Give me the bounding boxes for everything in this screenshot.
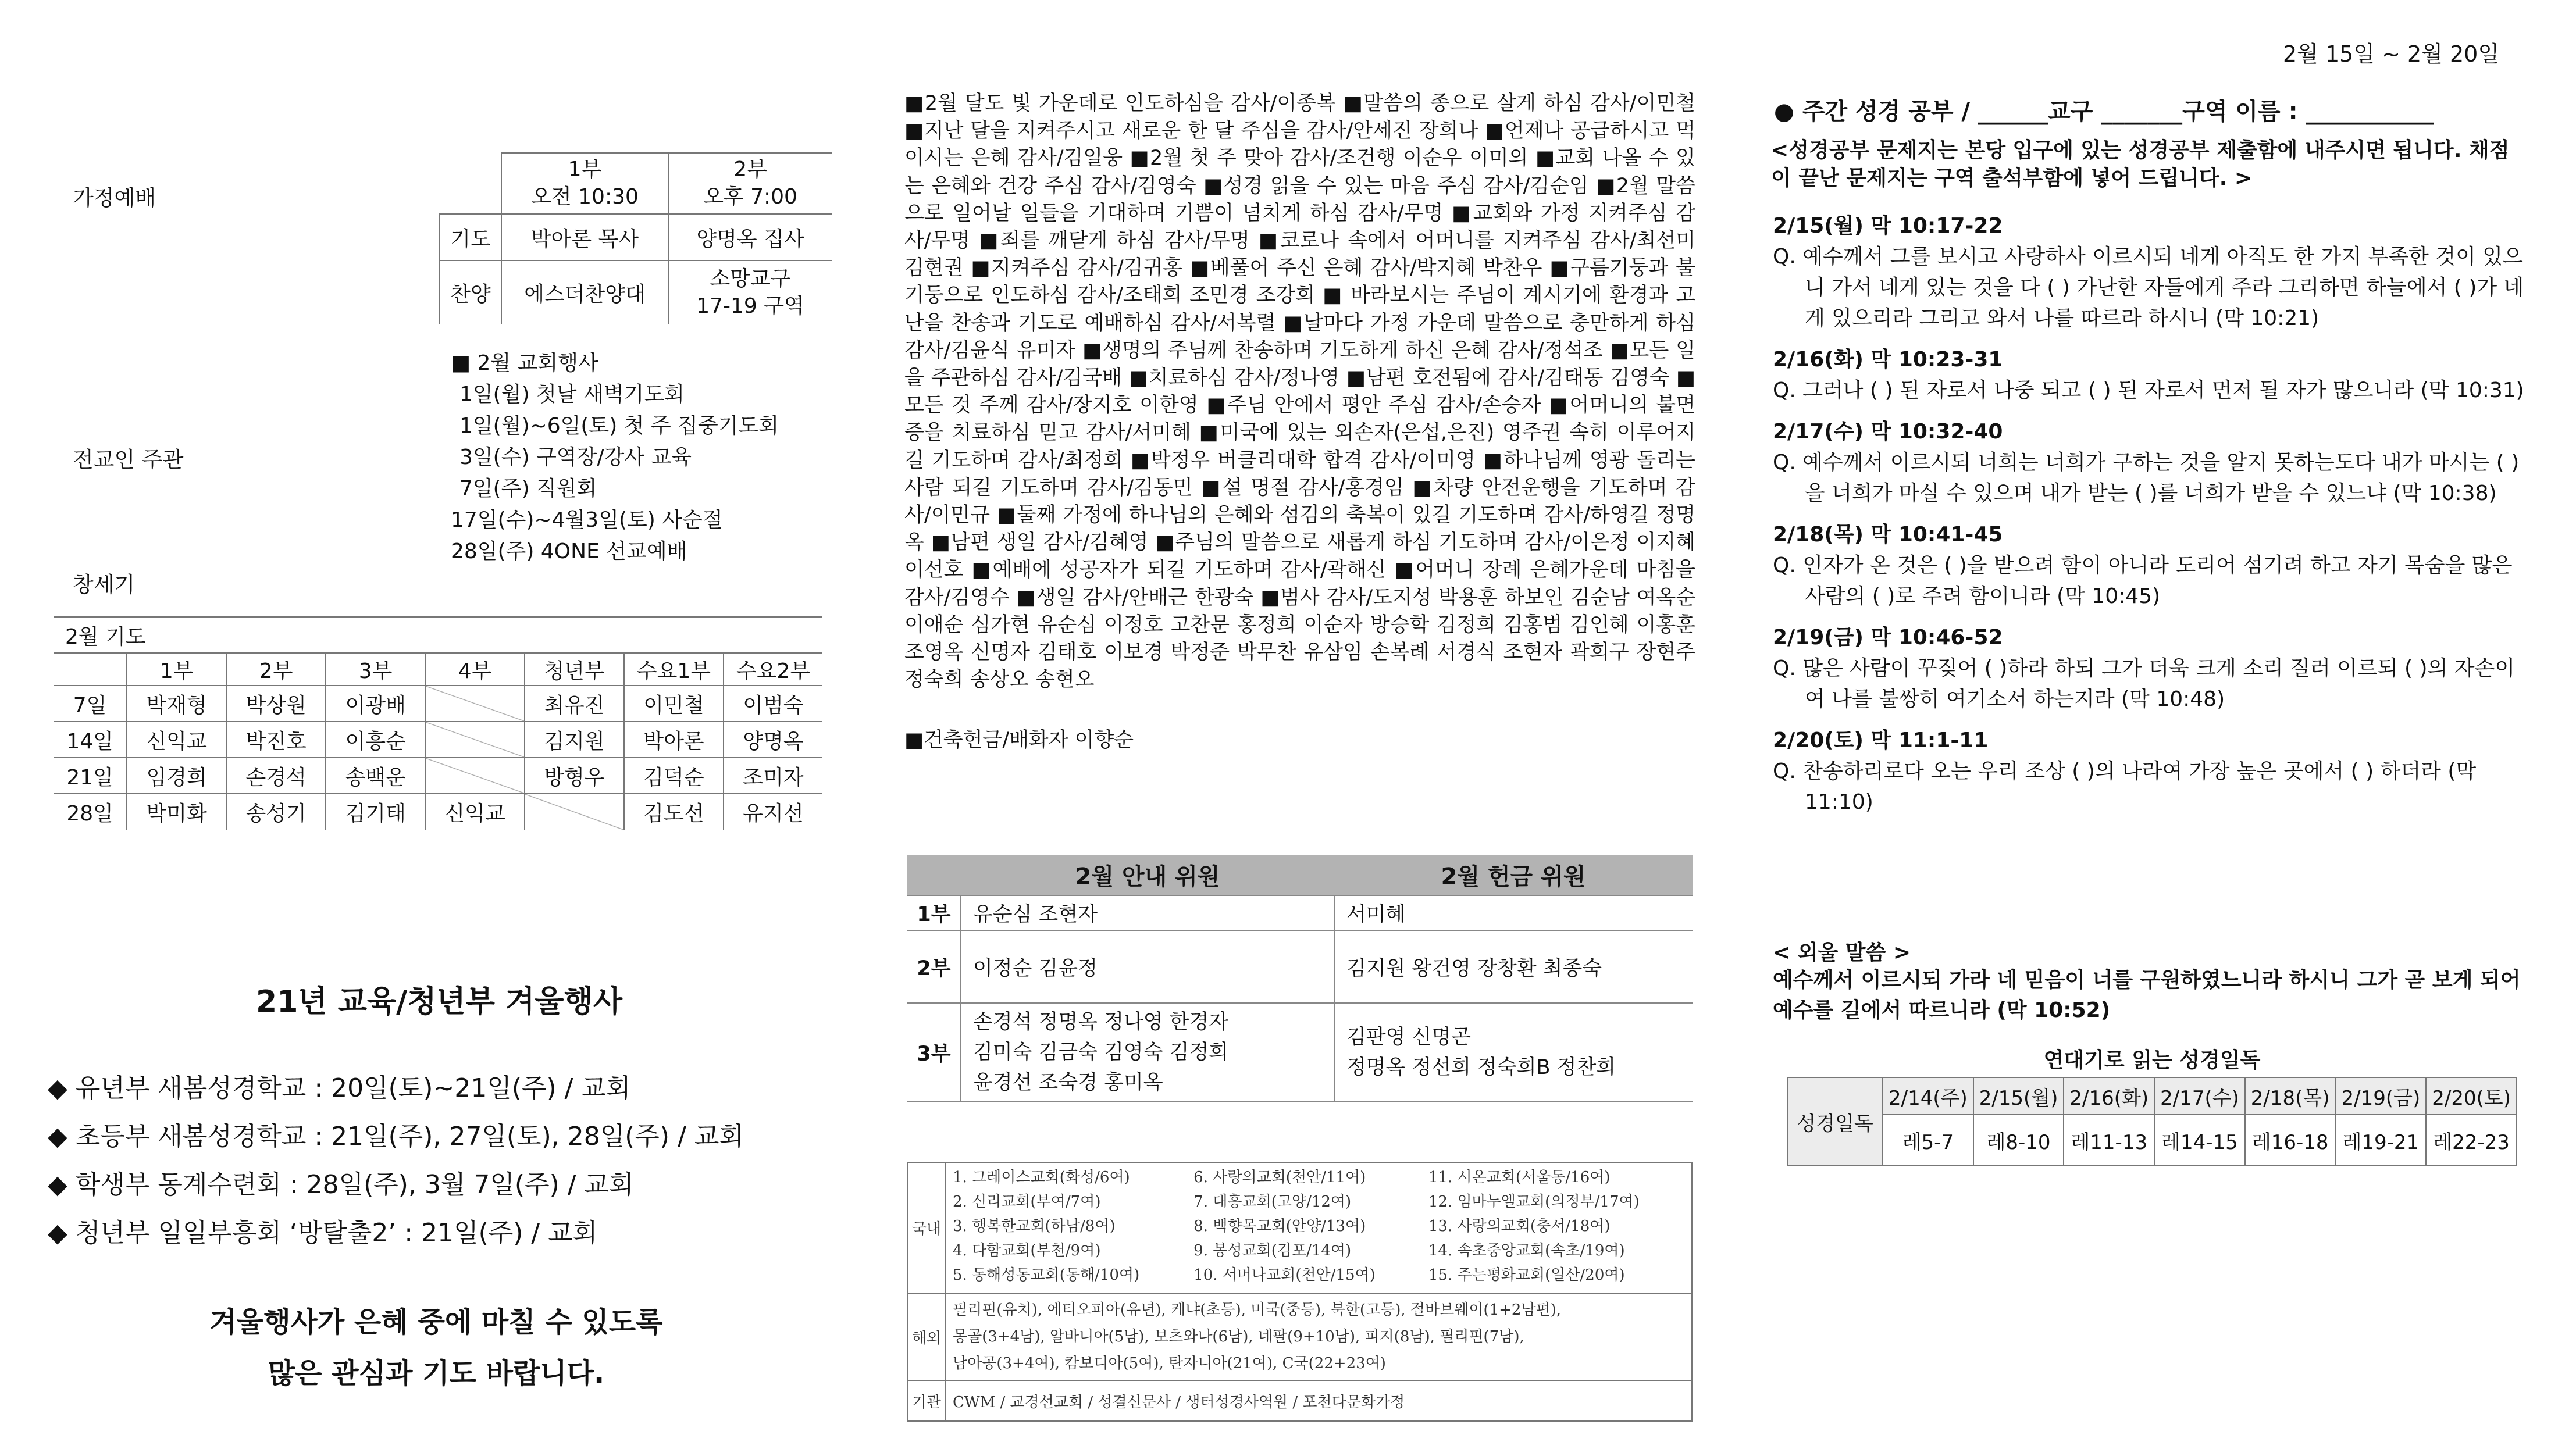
committee-row	[907, 895, 1693, 930]
missions-overseas	[945, 1293, 1692, 1380]
question-ref: 2/19(금) 막 10:46-52	[1773, 626, 2003, 649]
mission-item: 13. 사랑의교회(충서/18여)	[1428, 1218, 1611, 1235]
prayer-cell-empty	[425, 722, 525, 758]
jeongonin-label: 전교인 주관	[73, 447, 184, 472]
winter-item: ◆ 초등부 새봄성경학교 : 21일(주), 27일(토), 28일(주) / 교회	[48, 1122, 744, 1151]
prayer-cell: 14일	[54, 722, 127, 758]
mission-item: 4. 다함교회(부천/9여)	[953, 1242, 1101, 1259]
event-item: 7일(주) 직원회	[459, 477, 597, 501]
worship-header-2: 2부	[733, 157, 767, 181]
reading-row-label: 성경일독	[1787, 1077, 1883, 1166]
prayer-cell: 박재형	[127, 686, 226, 722]
overseas-line: 몽골(3+4남), 알바니아(5남), 보츠와나(6남), 네팔(9+10남), 피지(8남), 필리핀(7남),	[953, 1328, 1524, 1345]
prayer-cell-empty	[525, 794, 624, 830]
question-ref: 2/15(월) 막 10:17-22	[1773, 214, 2003, 238]
mission-item: 11. 시온교회(서울동/16여)	[1428, 1169, 1611, 1186]
winter-closing	[55, 1297, 817, 1399]
committee-row-label: 3부	[907, 1003, 961, 1102]
winter-item: ◆ 청년부 일일부흥회 ‘방탈출2’ : 21일(주) / 교회	[48, 1218, 598, 1248]
prayer-cell: 이범숙	[724, 686, 822, 722]
committee-guide-names: 유순심 조현자	[961, 895, 1334, 930]
reading-chapter: 레19-21	[2336, 1115, 2427, 1166]
reading-chapters-row	[1787, 1115, 2517, 1166]
reading-chapter: 레22-23	[2426, 1115, 2517, 1166]
question-text: Q. 예수께서 이르시되 너희는 너희가 구하는 것을 알지 못하는도다 내가 마시는 ( )을 너희가 마실 수 있으며 내가 받는 ( )를 너희가 받을 수 있느냐 (막 10:38)	[1773, 451, 2520, 505]
reading-title: 연대기로 읽는 성경일독	[2043, 1048, 2261, 1072]
winter-events	[48, 1064, 744, 1257]
committee-header-guide: 2월 안내 위원	[1075, 863, 1220, 890]
missions-domestic-col	[1187, 1162, 1421, 1293]
prayer-cell: 김덕순	[624, 758, 724, 794]
question-ref: 2/18(목) 막 10:41-45	[1773, 523, 2003, 547]
mission-item: 7. 대흥교회(고양/12여)	[1193, 1193, 1352, 1211]
prayer-row	[54, 722, 822, 758]
missions-domestic-label: 국내	[908, 1162, 945, 1293]
mission-item: 15. 주는평화교회(일산/20여)	[1428, 1266, 1625, 1284]
worship-cell: 에스더찬양대	[501, 260, 668, 324]
prayer-cell: 방형우	[525, 758, 624, 794]
committee-offering-names: 서미혜	[1346, 903, 1406, 926]
mission-item: 14. 속초중앙교회(속초/19여)	[1428, 1242, 1625, 1259]
prayer-cell: 박진호	[226, 722, 326, 758]
prayer-cell-empty	[425, 686, 525, 722]
prayer-table	[54, 616, 822, 830]
prayer-row	[54, 686, 822, 722]
bible-study-heading: ● 주간 성경 공부 / ______교구 _______구역 이름 : ___________	[1774, 98, 2434, 125]
prayer-cell-empty	[425, 758, 525, 794]
missions-domestic-col	[1421, 1162, 1692, 1293]
prayer-header: 1부	[127, 653, 226, 686]
event-item: 1일(월)~6일(토) 첫 주 집중기도회	[459, 414, 779, 438]
prayer-cell: 신익교	[127, 722, 226, 758]
event-item: 28일(주) 4ONE 선교예배	[451, 540, 687, 563]
mission-item: 10. 서머나교회(천안/15여)	[1193, 1266, 1376, 1284]
reading-chapter: 레11-13	[2064, 1115, 2154, 1166]
mission-item: 12. 임마누엘교회(의정부/17여)	[1428, 1193, 1640, 1211]
prayer-cell: 송백운	[326, 758, 425, 794]
reading-dates-row	[1787, 1077, 2517, 1115]
worship-row-label: 찬양	[440, 260, 501, 324]
family-worship-label: 가정예배	[73, 185, 156, 210]
missions-org: CWM / 교경선교회 / 성결신문사 / 생터성경사역원 / 포천다문화가정	[945, 1380, 1692, 1421]
question-text: Q. 찬송하리로다 오는 우리 조상 ( )의 나라여 가장 높은 곳에서 ( ) 하더라 (막 11:10)	[1773, 759, 2477, 814]
memory-verse-title: < 외울 말씀 >	[1773, 941, 1911, 965]
missions-overseas-label: 해외	[908, 1293, 945, 1380]
committee-offering-names: 김판영 신명곤 정명옥 정선희 정숙희B 정찬희	[1346, 1026, 1616, 1079]
prayer-header: 수요2부	[724, 653, 822, 686]
prayer-cell: 손경석	[226, 758, 326, 794]
reading-date: 2/19(금)	[2336, 1077, 2427, 1115]
bible-questions	[1773, 210, 2529, 818]
winter-closing-line: 많은 관심과 기도 바랍니다.	[268, 1357, 605, 1390]
building-offering: ■건축헌금/배화자 이향순	[904, 729, 1134, 752]
reading-table	[1787, 1077, 2517, 1166]
committee-header-offering: 2월 헌금 위원	[1441, 863, 1586, 890]
prayer-cell: 임경희	[127, 758, 226, 794]
prayer-cell: 김지원	[525, 722, 624, 758]
mission-item: 9. 봉성교회(김포/14여)	[1193, 1242, 1352, 1259]
missions-org-label: 기관	[908, 1380, 945, 1421]
winter-item: ◆ 학생부 동계수련회 : 28일(주), 3월 7일(주) / 교회	[48, 1170, 634, 1200]
committee-guide-names: 손경석 정명옥 정나영 한경자 김미숙 김금숙 김영숙 김정희 윤경선 조숙경 홍미옥	[961, 1003, 1334, 1102]
question-ref: 2/20(토) 막 11:1-11	[1773, 729, 1989, 752]
mission-item: 5. 동해성동교회(동해/10여)	[953, 1266, 1140, 1284]
prayer-header: 2부	[226, 653, 326, 686]
mission-item: 1. 그레이스교회(화성/6여)	[953, 1169, 1130, 1186]
thanksgiving-list: ■2월 달도 빛 가운데로 인도하심을 감사/이종복 ■말씀의 종으로 살게 하심 감사/이민철 ■지난 달을 지켜주시고 새로운 한 달 주심을 감사/안세진 장희나 ■언제나 공급하시고 먹이시는 은혜 감사/김일웅 ■2월 첫 주 맞아 감사/조건행 이순우 이미의 ■교회 나올 수 있는 은혜와 건강 주심 감사/김영숙 ■성경 읽을 수 있는 마음 주심 감사/김순임 ■2월 말씀으로 일어날 일들을 기대하며 기쁨이 넘치게 하심 감사/무명 ■교회와 가정 지켜주심 감사/무명 ■죄를 깨닫게 하심 감사/무명 ■코로나 속에서 어머니를 지켜주심 감사/최선미 김현권 ■지켜주심 감사/김귀홍 ■베풀어 주신 은혜 감사/박지혜 박찬우 ■구름기둥과 불기둥으로 인도하심 감사/조태희 조민경 조강희 ■ 바라보시는 주님이 계시기에 환경과 고난을 찬송과 기도로 예배하심 감사/서복렬 ■날마다 가정 가운데 말씀으로 충만하게 하심 감사/김윤식 유미자 ■생명의 주님께 찬송하며 기도하게 하신 은혜 감사/정석조 ■모든 일을 주관하심 감사/김국배 ■치료하심 감사/정나영 ■남편 호전됨에 감사/김태동 김영숙 ■모든 것 주께 감사/장지호 이한영 ■주님 안에서 평안 주심 감사/손승자 ■어머니의 불면증을 치료하심 믿고 감사/서미혜 ■미국에 있는 외손자(은섭,은진) 영주권 속히 이루어지길 기도하며 감사/최정희 ■박정우 버클리대학 합격 감사/이미영 ■하나님께 영광 돌리는 사람 되길 기도하며 감사/김동민 ■설 명절 감사/홍경임 ■차량 안전운행을 기도하며 감사/이민규 ■둘째 가정에 하나님의 은혜와 섬김의 축복이 있길 기도하며 감사/하영길 정명옥 ■남편 생일 감사/김혜영 ■주님의 말씀으로 새롭게 하심 기도하며 감사/이은정 이지혜 이선호 ■예배에 성공자가 되길 기도하며 감사/곽해신 ■어머니 장례 은혜가운데 마침을 감사/김영수 ■생일 감사/안배근 한광숙 ■범사 감사/도지성 박용훈 하보인 김순남 여옥순 이애순 심가현 유순심 이정호 고찬문 홍정희 이순자 방승학 김정희 김홍범 김인혜 이홍훈 조영옥 신명자 김태호 이보경 박정준 박무찬 유삼임 손복례 서경식 조현자 곽희구 장현주 정숙희 송상오 송현오	[904, 92, 1695, 692]
prayer-row	[54, 794, 822, 830]
mission-item: 3. 행복한교회(하남/8여)	[953, 1218, 1116, 1235]
committee-row	[907, 1003, 1693, 1102]
worship-header-2-time: 오후 7:00	[703, 184, 797, 209]
committee-row	[907, 930, 1693, 1003]
worship-cell: 소망교구 17-19 구역	[668, 260, 832, 324]
committee-table	[907, 855, 1693, 1102]
mission-item: 2. 신리교회(부여/7여)	[953, 1193, 1101, 1211]
prayer-cell: 양명옥	[724, 722, 822, 758]
prayer-header: 3부	[326, 653, 425, 686]
reading-date: 2/15(월)	[1973, 1077, 2064, 1115]
committee-guide-names: 이정순 김윤정	[961, 930, 1334, 1003]
worship-row-label: 기도	[440, 214, 501, 260]
prayer-title: 2월 기도	[54, 617, 822, 653]
worship-cell: 양명옥 집사	[668, 214, 832, 260]
worship-header-1: 1부	[568, 157, 602, 181]
worship-header-1-time: 오전 10:30	[531, 184, 639, 209]
prayer-cell: 김기태	[326, 794, 425, 830]
reading-chapter: 레14-15	[2154, 1115, 2245, 1166]
event-item: 3일(수) 구역장/강사 교육	[459, 445, 692, 469]
prayer-cell: 유지선	[724, 794, 822, 830]
prayer-cell: 최유진	[525, 686, 624, 722]
overseas-line: 남아공(3+4여), 캄보디아(5여), 탄자니아(21여), C국(22+23여)	[953, 1355, 1386, 1372]
reading-chapter: 레8-10	[1973, 1115, 2064, 1166]
church-events	[451, 348, 779, 567]
prayer-cell: 박상원	[226, 686, 326, 722]
committee-row-label: 1부	[907, 895, 961, 930]
prayer-cell: 7일	[54, 686, 127, 722]
question-text: Q. 예수께서 그를 보시고 사랑하사 이르시되 네게 아직도 한 가지 부족한 것이 있으니 가서 네게 있는 것을 다 ( ) 가난한 자들에게 주라 그리하면 하늘에서 ( )가 네게 있으리라 그리고 와서 나를 따르라 하시니 (막 10:21)	[1773, 245, 2524, 330]
question-text: Q. 많은 사람이 꾸짖어 ( )하라 하되 그가 더욱 크게 소리 질러 이르되 ( )의 자손이여 나를 불쌍히 여기소서 하는지라 (막 10:48)	[1773, 656, 2516, 711]
prayer-cell: 신익교	[425, 794, 525, 830]
committee-offering-names: 김지원 왕건영 장창환 최종숙	[1346, 956, 1602, 980]
question-ref: 2/16(화) 막 10:23-31	[1773, 348, 2003, 372]
events-title: ■ 2월 교회행사	[451, 351, 598, 375]
prayer-cell: 송성기	[226, 794, 326, 830]
reading-date: 2/14(주)	[1883, 1077, 1973, 1115]
prayer-cell: 박미화	[127, 794, 226, 830]
prayer-cell: 이흥순	[326, 722, 425, 758]
prayer-cell: 김도선	[624, 794, 724, 830]
prayer-row	[54, 758, 822, 794]
prayer-cell: 박아론	[624, 722, 724, 758]
winter-item: ◆ 유년부 새봄성경학교 : 20일(토)~21일(주) / 교회	[48, 1073, 631, 1103]
winter-title: 21년 교육/청년부 겨울행사	[256, 984, 622, 1019]
winter-closing-line: 겨울행사가 은혜 중에 마칠 수 있도록	[209, 1306, 663, 1339]
worship-cell: 박아론 목사	[501, 214, 668, 260]
prayer-header: 청년부	[525, 653, 624, 686]
prayer-header-row	[54, 653, 822, 686]
overseas-line: 필리핀(유치), 에티오피아(유년), 케냐(초등), 미국(중등), 북한(고등), 절바브웨이(1+2남편),	[953, 1301, 1562, 1319]
event-item: 1일(월) 첫날 새벽기도회	[459, 383, 685, 406]
prayer-cell: 28일	[54, 794, 127, 830]
mission-item: 6. 사랑의교회(천안/11여)	[1193, 1169, 1366, 1186]
prayer-cell: 조미자	[724, 758, 822, 794]
reading-date: 2/20(토)	[2426, 1077, 2517, 1115]
reading-date: 2/16(화)	[2064, 1077, 2154, 1115]
prayer-cell: 이광배	[326, 686, 425, 722]
reading-chapter: 레16-18	[2245, 1115, 2336, 1166]
bible-study-note: <성경공부 문제지는 본당 입구에 있는 성경공부 제출함에 내주시면 됩니다. 채점이 끝난 문제지는 구역 출석부함에 넣어 드립니다. >	[1771, 138, 2510, 190]
changsegi-label: 창세기	[73, 572, 136, 597]
date-range: 2월 15일 ~ 2월 20일	[2283, 41, 2500, 67]
question-text: Q. 인자가 온 것은 ( )을 받으려 함이 아니라 도리어 섬기려 하고 자기 목숨을 많은 사람의 ( )로 주려 함이니라 (막 10:45)	[1773, 554, 2513, 608]
prayer-header: 4부	[425, 653, 525, 686]
reading-date: 2/18(목)	[2245, 1077, 2336, 1115]
worship-table	[439, 152, 832, 324]
prayer-header: 수요1부	[624, 653, 724, 686]
missions-domestic-col	[945, 1162, 1187, 1293]
event-item: 17일(수)~4월3일(토) 사순절	[451, 508, 723, 532]
memory-verse: 예수께서 이르시되 가라 네 믿음이 너를 구원하였느니라 하시니 그가 곧 보게 되어 예수를 길에서 따르니라 (막 10:52)	[1773, 968, 2521, 1022]
missions-table	[907, 1162, 1693, 1422]
mission-item: 8. 백향목교회(안양/13여)	[1193, 1218, 1366, 1235]
committee-row-label: 2부	[907, 930, 961, 1003]
question-text: Q. 그러나 ( ) 된 자로서 나중 되고 ( ) 된 자로서 먼저 될 자가 많으니라 (막 10:31)	[1773, 379, 2524, 402]
prayer-cell: 이민철	[624, 686, 724, 722]
reading-date: 2/17(수)	[2154, 1077, 2245, 1115]
question-ref: 2/17(수) 막 10:32-40	[1773, 420, 2003, 444]
reading-chapter: 레5-7	[1883, 1115, 1973, 1166]
prayer-cell: 21일	[54, 758, 127, 794]
